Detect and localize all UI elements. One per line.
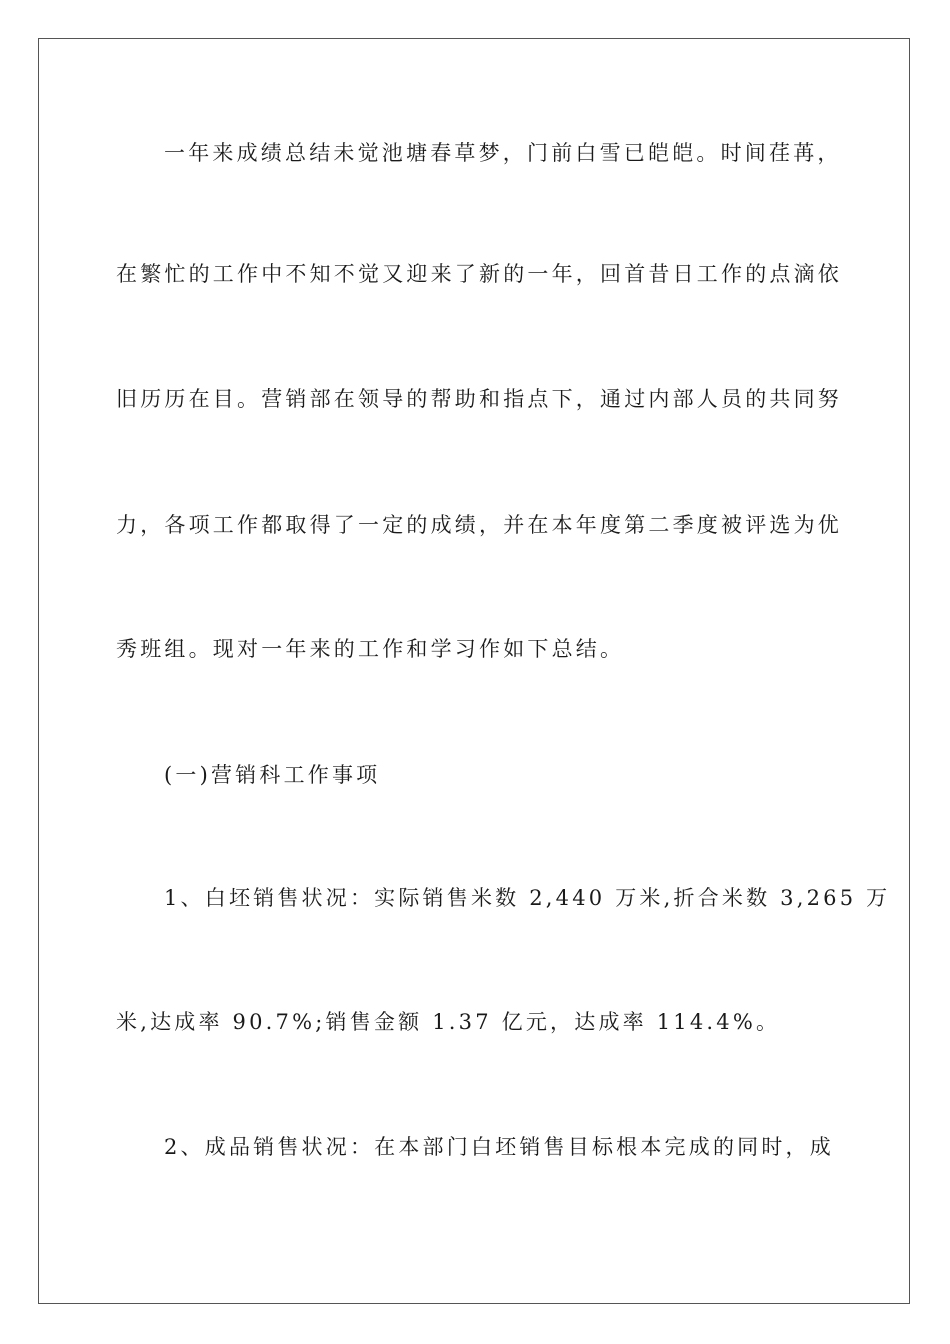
paragraph-intro-line-5: 秀班组。现对一年来的工作和学习作如下总结。: [116, 637, 625, 661]
page-border: [38, 38, 910, 1304]
paragraph-intro-line-4: 力，各项工作都取得了一定的成绩，并在本年度第二季度被评选为优: [116, 513, 842, 537]
paragraph-intro-line-2: 在繁忙的工作中不知不觉又迎来了新的一年，回首昔日工作的点滴依: [116, 262, 842, 286]
item-1-line-1: 1、白坯销售状况：实际销售米数 2,440 万米,折合米数 3,265 万: [164, 886, 891, 910]
section-heading: (一)营销科工作事项: [164, 763, 381, 787]
item-2-line-1: 2、成品销售状况：在本部门白坯销售目标根本完成的同时，成: [164, 1135, 834, 1159]
item-1-line-2: 米,达成率 90.7%;销售金额 1.37 亿元，达成率 114.4%。: [116, 1010, 781, 1034]
paragraph-intro-line-3: 旧历历在目。营销部在领导的帮助和指点下，通过内部人员的共同努: [116, 387, 842, 411]
paragraph-intro-line-1: 一年来成绩总结未觉池塘春草梦，门前白雪已皑皑。时间荏苒，: [164, 141, 842, 165]
